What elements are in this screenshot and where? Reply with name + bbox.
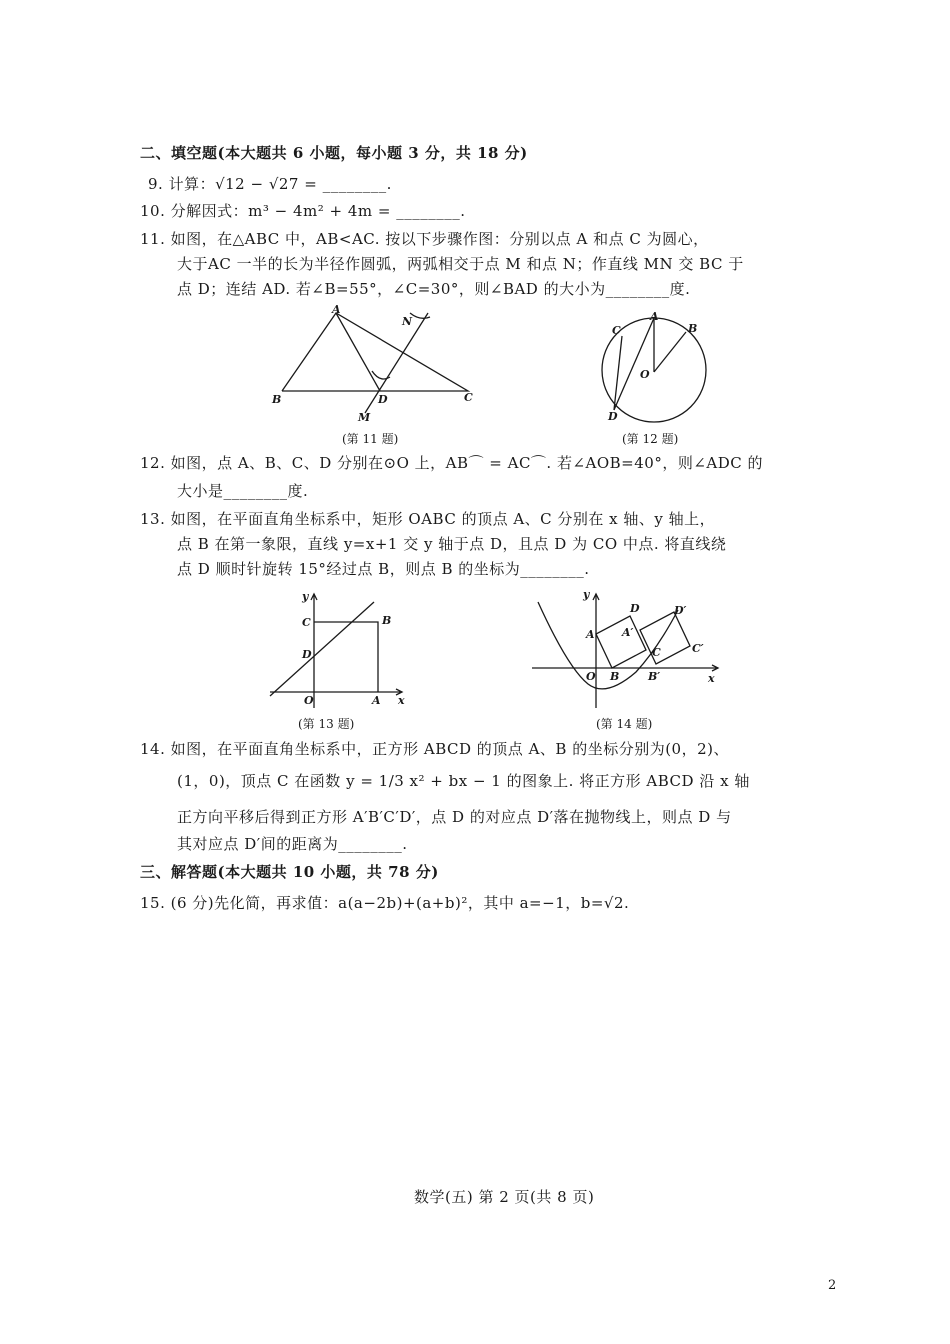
caption-fig-13: (第 13 题) <box>298 717 355 731</box>
rectangle-oabc <box>314 622 378 692</box>
figure-12 <box>596 310 718 432</box>
label-n: N <box>402 315 413 328</box>
section-3-heading: 三、解答题(本大题共 10 小题，共 78 分) <box>140 863 439 881</box>
question-15: 15. (6 分)先化简，再求值：a(a−2b)+(a+b)²，其中 a=−1，b=√2. <box>140 894 630 912</box>
label-o: O <box>640 368 650 381</box>
label-d-prime: D′ <box>674 604 687 617</box>
label-b: B <box>688 322 698 335</box>
label-c: C <box>302 616 311 629</box>
label-x: x <box>708 672 715 685</box>
question-14-line-1: 14. 如图，在平面直角坐标系中，正方形 ABCD 的顶点 A、B 的坐标分别为(0，2)、 <box>140 740 729 758</box>
label-c: C <box>464 391 473 404</box>
label-m: M <box>358 411 371 424</box>
triangle-abc <box>282 313 468 391</box>
question-13-line-3: 点 D 顺时针旋转 15°经过点 B，则点 B 的坐标为________. <box>177 560 590 578</box>
caption-fig-14: (第 14 题) <box>596 717 653 731</box>
label-x: x <box>398 694 405 707</box>
label-a: A <box>332 305 341 316</box>
question-11-line-2: 大于AC 一半的长为半径作圆弧，两弧相交于点 M 和点 N；作直线 MN 交 BC 于 <box>177 255 744 273</box>
question-14-line-3: 正方向平移后得到正方形 A′B′C′D′，点 D 的对应点 D′落在抛物线上，则点 D 与 <box>177 808 732 826</box>
label-d: D <box>630 602 640 615</box>
page-number: 2 <box>828 1278 837 1293</box>
label-b-prime: B′ <box>648 670 661 683</box>
segment-ob <box>654 332 686 372</box>
section-2-heading: 二、填空题(本大题共 6 小题，每小题 3 分，共 18 分) <box>140 144 528 162</box>
label-c: C <box>652 646 661 659</box>
label-a-prime: A′ <box>622 626 634 639</box>
question-14-line-4: 其对应点 D′间的距离为________. <box>177 835 408 853</box>
figure-13 <box>262 588 412 713</box>
label-o: O <box>304 694 314 707</box>
caption-fig-11: (第 11 题) <box>342 432 399 446</box>
question-14-line-2: (1，0)，顶点 C 在函数 y = 1/3 x² + bx − 1 的图象上. 将正方形 ABCD 沿 x 轴 <box>177 772 750 790</box>
caption-fig-12: (第 12 题) <box>622 432 679 446</box>
arc-m <box>372 371 390 379</box>
question-9: 9. 计算：√12 − √27 = ________. <box>148 175 392 193</box>
label-b: B <box>272 393 282 406</box>
label-c-prime: C′ <box>692 642 704 655</box>
label-y: y <box>583 588 590 601</box>
label-d: D <box>302 648 312 661</box>
line-mn <box>365 313 428 413</box>
label-a: A <box>586 628 595 641</box>
label-y: y <box>302 590 309 603</box>
question-13-line-2: 点 B 在第一象限，直线 y=x+1 交 y 轴于点 D，且点 D 为 CO 中点. 将直线绕 <box>177 535 727 553</box>
question-12-line-2: 大小是________度. <box>177 482 309 500</box>
question-11-line-3: 点 D；连结 AD. 若∠B=55°，∠C=30°，则∠BAD 的大小为________度. <box>177 280 691 298</box>
square-abcd <box>596 616 646 668</box>
label-d: D <box>608 410 618 423</box>
page-footer: 数学(五) 第 2 页(共 8 页) <box>414 1188 595 1206</box>
line-y-eq-x-plus-1 <box>270 602 374 696</box>
segment-ad <box>336 313 380 391</box>
label-d: D <box>378 393 388 406</box>
label-a: A <box>650 310 659 323</box>
figure-14 <box>528 588 728 713</box>
label-a: A <box>372 694 381 707</box>
question-12-line-1: 12. 如图，点 A、B、C、D 分别在⊙O 上，AB⌒ = AC⌒. 若∠AOB=40°，则∠ADC 的 <box>140 454 764 472</box>
label-c: C <box>612 324 621 337</box>
square-a-prime-b-prime-c-prime-d-prime <box>640 612 690 664</box>
label-o: O <box>586 670 596 683</box>
figure-11 <box>260 305 490 430</box>
question-10: 10. 分解因式：m³ − 4m² + 4m = ________. <box>140 202 466 220</box>
label-b: B <box>610 670 620 683</box>
question-13-line-1: 13. 如图，在平面直角坐标系中，矩形 OABC 的顶点 A、C 分别在 x 轴、y 轴上， <box>140 510 716 528</box>
label-b: B <box>382 614 392 627</box>
segment-dc <box>614 336 622 410</box>
question-11-line-1: 11. 如图，在△ABC 中，AB<AC. 按以下步骤作图：分别以点 A 和点 C 为圆心， <box>140 230 709 248</box>
